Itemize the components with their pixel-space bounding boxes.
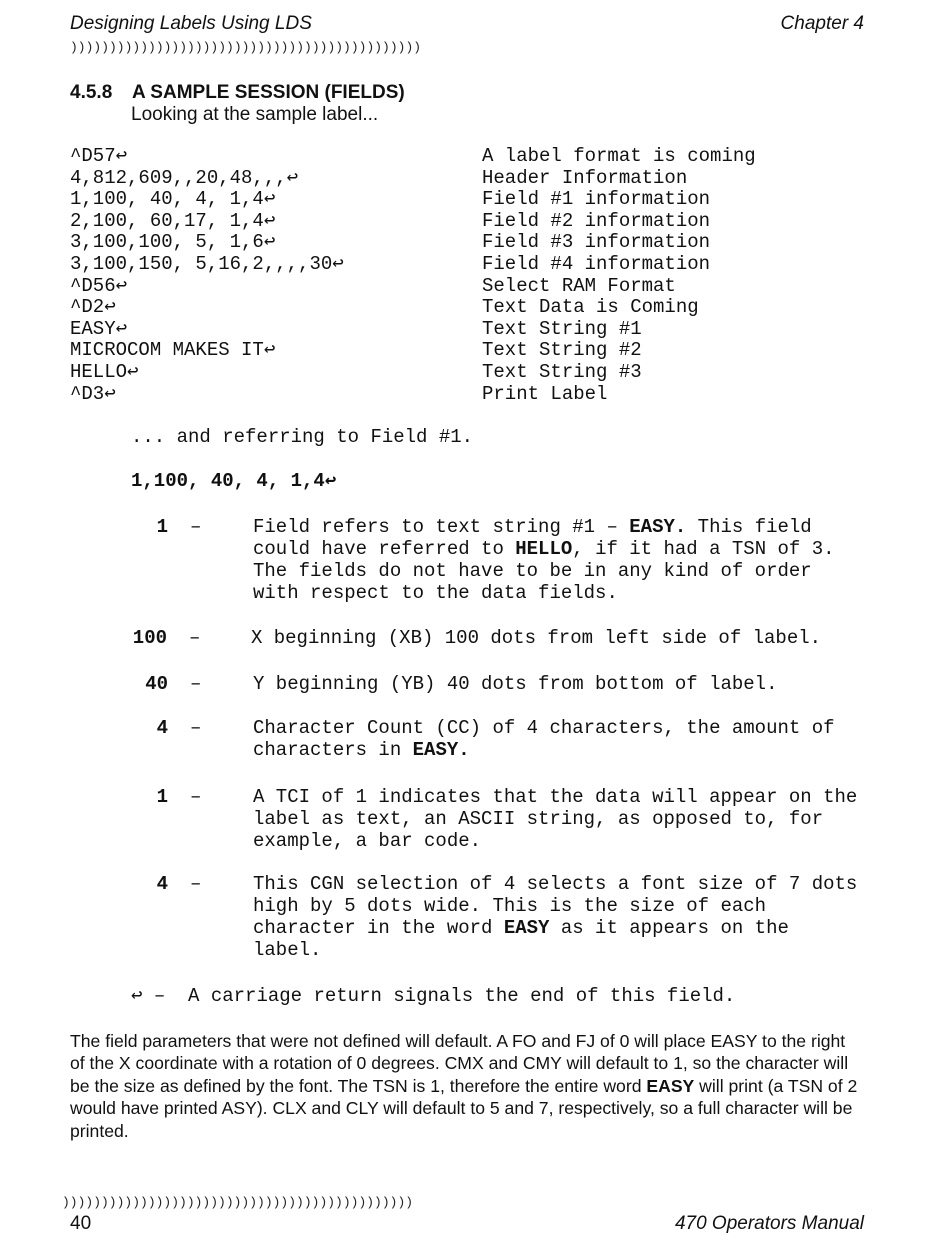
section-title: A SAMPLE SESSION (FIELDS) xyxy=(132,82,405,103)
code-command: ^D56↩ xyxy=(70,274,128,297)
code-row xyxy=(70,146,870,168)
param-value: 1 xyxy=(156,786,168,808)
param-dash: – xyxy=(190,717,202,739)
code-row xyxy=(70,168,870,190)
code-command: 2,100, 60,17, 1,4↩ xyxy=(70,209,276,232)
param-value: 4 xyxy=(156,873,168,895)
page-number: 40 xyxy=(70,1213,92,1234)
header-doc-title: Designing Labels Using LDS xyxy=(70,13,312,34)
param-dash: – xyxy=(190,673,202,695)
section-heading xyxy=(70,82,405,104)
code-command: ^D57↩ xyxy=(70,145,128,167)
code-command: ^D3↩ xyxy=(70,382,116,405)
code-description: Field #3 information xyxy=(482,231,711,254)
defaults-paragraph: The field parameters that were not defined will default. A FO and FJ of 0 will place EASY to the right of the X coordinate with a rotation of 0 degrees. CMX and CMY will default to 1, so the character will be the size as defined by the font. The TSN is 1, therefore the entire word EASY will print (a TSN of 2 would have printed ASY). CLX and CLY will default to 5 and 7, respectively, so a full character will be printed. xyxy=(70,1031,858,1141)
code-row xyxy=(70,189,870,211)
param-item xyxy=(110,516,880,604)
param-value: 1 xyxy=(156,516,168,538)
carriage-return-note: ↩ – A carriage return signals the end of this field. xyxy=(131,985,736,1007)
param-value: 100 xyxy=(132,627,168,649)
code-command: HELLO↩ xyxy=(70,360,139,383)
code-row xyxy=(70,362,870,384)
code-description: Header Information xyxy=(482,166,688,189)
code-listing xyxy=(70,146,870,405)
header-chapter: Chapter 4 xyxy=(780,13,864,34)
code-command: EASY↩ xyxy=(70,317,128,340)
code-row xyxy=(70,297,870,319)
code-command: MICROCOM MAKES IT↩ xyxy=(70,339,276,362)
code-description: Text Data is Coming xyxy=(482,296,699,319)
param-dash: – xyxy=(189,627,201,649)
footer-manual-title: 470 Operators Manual xyxy=(674,1213,864,1234)
param-description: Field refers to text string #1 – EASY. This field could have referred to HELLO, if it had a TSN of 3. The fields do not have to be in any kind of order with respect to the data fields. xyxy=(253,516,835,604)
code-description: Print Label xyxy=(482,382,608,405)
code-command: ^D2↩ xyxy=(70,296,116,319)
code-description: Select RAM Format xyxy=(482,274,676,297)
code-command: 4,812,609,,20,48,,,↩ xyxy=(70,166,299,189)
section-subtitle: Looking at the sample label... xyxy=(131,104,379,125)
param-item xyxy=(110,717,880,761)
code-command: 3,100,150, 5,16,2,,,,30↩ xyxy=(70,252,344,275)
code-description: Field #4 information xyxy=(482,252,711,275)
code-row xyxy=(70,340,870,362)
referring-text: ... and referring to Field #1. xyxy=(131,426,474,448)
code-row xyxy=(70,384,870,406)
param-item xyxy=(110,673,880,695)
code-row xyxy=(70,276,870,298)
section-number: 4.5.8 xyxy=(70,82,113,103)
param-description: A TCI of 1 indicates that the data will appear on the label as text, an ASCII string, as opposed to, for example, a bar code. xyxy=(253,786,858,852)
footer-rule: ))))))))))))))))))))))))))))))))))))))))))))) xyxy=(62,1195,414,1210)
param-value: 40 xyxy=(145,673,168,695)
code-command: 1,100, 40, 4, 1,4↩ xyxy=(70,188,276,211)
param-item xyxy=(110,627,880,649)
param-value: 4 xyxy=(156,717,168,739)
header-rule: ))))))))))))))))))))))))))))))))))))))))))))) xyxy=(70,40,422,55)
code-description: Text String #1 xyxy=(482,317,642,340)
field-1-line: 1,100, 40, 4, 1,4↩ xyxy=(131,470,337,492)
param-description: Y beginning (YB) 40 dots from bottom of label. xyxy=(253,673,778,695)
param-description: X beginning (XB) 100 dots from left side of label. xyxy=(250,627,822,649)
param-dash: – xyxy=(190,516,202,538)
param-description: Character Count (CC) of 4 characters, the amount of characters in EASY. xyxy=(253,717,835,761)
code-description: Field #2 information xyxy=(482,209,711,232)
param-item xyxy=(110,873,880,961)
code-row xyxy=(70,319,870,341)
code-description: Text String #2 xyxy=(482,339,642,362)
param-description: This CGN selection of 4 selects a font size of 7 dots high by 5 dots wide. This is the size of each character in the word EASY as it appears on the label. xyxy=(253,873,858,961)
param-item xyxy=(110,786,880,852)
code-row xyxy=(70,254,870,276)
param-dash: – xyxy=(190,873,202,895)
code-description: Text String #3 xyxy=(482,360,642,383)
param-dash: – xyxy=(190,786,202,808)
code-description: A label format is coming xyxy=(482,145,756,167)
code-command: 3,100,100, 5, 1,6↩ xyxy=(70,231,276,254)
code-row xyxy=(70,211,870,233)
code-row xyxy=(70,232,870,254)
code-description: Field #1 information xyxy=(482,188,711,211)
